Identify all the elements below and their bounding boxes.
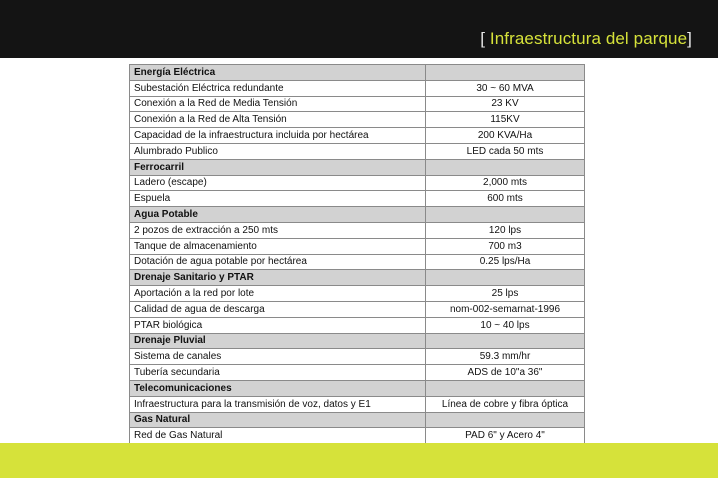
row-label: Infraestructura para la transmisión de voz, datos y E1 — [130, 396, 426, 412]
row-label: Espuela — [130, 191, 426, 207]
row-label: 2 pozos de extracción a 250 mts — [130, 222, 426, 238]
row-label: Ladero (escape) — [130, 175, 426, 191]
table-row — [130, 191, 585, 207]
section-header-empty-cell — [426, 270, 585, 286]
table-row — [130, 143, 585, 159]
section-header-row — [130, 412, 585, 428]
section-title: Agua Potable — [130, 207, 426, 223]
row-value: Línea de cobre y fibra óptica — [426, 396, 585, 412]
section-header-empty-cell — [426, 207, 585, 223]
table-row — [130, 175, 585, 191]
title-text: Infraestructura del parque — [485, 29, 688, 48]
section-title: Gas Natural — [130, 412, 426, 428]
row-value: 23 KV — [426, 96, 585, 112]
table-row — [130, 396, 585, 412]
table-row — [130, 112, 585, 128]
infrastructure-table-body — [130, 65, 585, 444]
row-value: 59.3 mm/hr — [426, 349, 585, 365]
table-row — [130, 254, 585, 270]
table-row — [130, 222, 585, 238]
row-label: Conexión a la Red de Media Tensión — [130, 96, 426, 112]
infrastructure-table — [129, 64, 585, 444]
section-header-empty-cell — [426, 412, 585, 428]
section-title: Drenaje Pluvial — [130, 333, 426, 349]
row-value: nom-002-semarnat-1996 — [426, 301, 585, 317]
row-value: 2,000 mts — [426, 175, 585, 191]
row-value: 200 KVA/Ha — [426, 128, 585, 144]
table-row — [130, 365, 585, 381]
row-label: Dotación de agua potable por hectárea — [130, 254, 426, 270]
table-row — [130, 80, 585, 96]
row-label: Calidad de agua de descarga — [130, 301, 426, 317]
infrastructure-table-container — [129, 64, 584, 444]
section-title: Ferrocarril — [130, 159, 426, 175]
section-title: Energía Eléctrica — [130, 65, 426, 81]
row-label: Capacidad de la infraestructura incluida por hectárea — [130, 128, 426, 144]
table-row — [130, 317, 585, 333]
row-value: 30 ~ 60 MVA — [426, 80, 585, 96]
section-header-empty-cell — [426, 380, 585, 396]
row-label: Conexión a la Red de Alta Tensión — [130, 112, 426, 128]
table-row — [130, 128, 585, 144]
row-value: 0.25 lps/Ha — [426, 254, 585, 270]
row-label: Tubería secundaria — [130, 365, 426, 381]
row-value: 600 mts — [426, 191, 585, 207]
section-header-empty-cell — [426, 159, 585, 175]
section-header-row — [130, 207, 585, 223]
table-row — [130, 301, 585, 317]
section-header-row — [130, 270, 585, 286]
table-row — [130, 349, 585, 365]
section-header-row — [130, 159, 585, 175]
section-title: Telecomunicaciones — [130, 380, 426, 396]
table-row — [130, 428, 585, 444]
table-row — [130, 286, 585, 302]
slide-title — [480, 28, 692, 50]
header-bar — [0, 0, 718, 58]
row-value: 25 lps — [426, 286, 585, 302]
section-header-row — [130, 65, 585, 81]
table-row — [130, 96, 585, 112]
section-header-row — [130, 333, 585, 349]
section-title: Drenaje Sanitario y PTAR — [130, 270, 426, 286]
section-header-empty-cell — [426, 333, 585, 349]
table-row — [130, 238, 585, 254]
row-label: Red de Gas Natural — [130, 428, 426, 444]
row-label: Tanque de almacenamiento — [130, 238, 426, 254]
row-label: PTAR biológica — [130, 317, 426, 333]
row-value: LED cada 50 mts — [426, 143, 585, 159]
row-label: Aportación a la red por lote — [130, 286, 426, 302]
row-value: ADS de 10"a 36" — [426, 365, 585, 381]
section-header-row — [130, 380, 585, 396]
row-value: PAD 6" y Acero 4" — [426, 428, 585, 444]
row-label: Subestación Eléctrica redundante — [130, 80, 426, 96]
title-bracket-open: [ — [480, 29, 486, 48]
row-label: Sistema de canales — [130, 349, 426, 365]
row-value: 700 m3 — [426, 238, 585, 254]
footer-bar — [0, 443, 718, 478]
title-bracket-close: ] — [687, 29, 692, 48]
row-value: 10 ~ 40 lps — [426, 317, 585, 333]
section-header-empty-cell — [426, 65, 585, 81]
row-value: 115KV — [426, 112, 585, 128]
row-value: 120 lps — [426, 222, 585, 238]
row-label: Alumbrado Publico — [130, 143, 426, 159]
